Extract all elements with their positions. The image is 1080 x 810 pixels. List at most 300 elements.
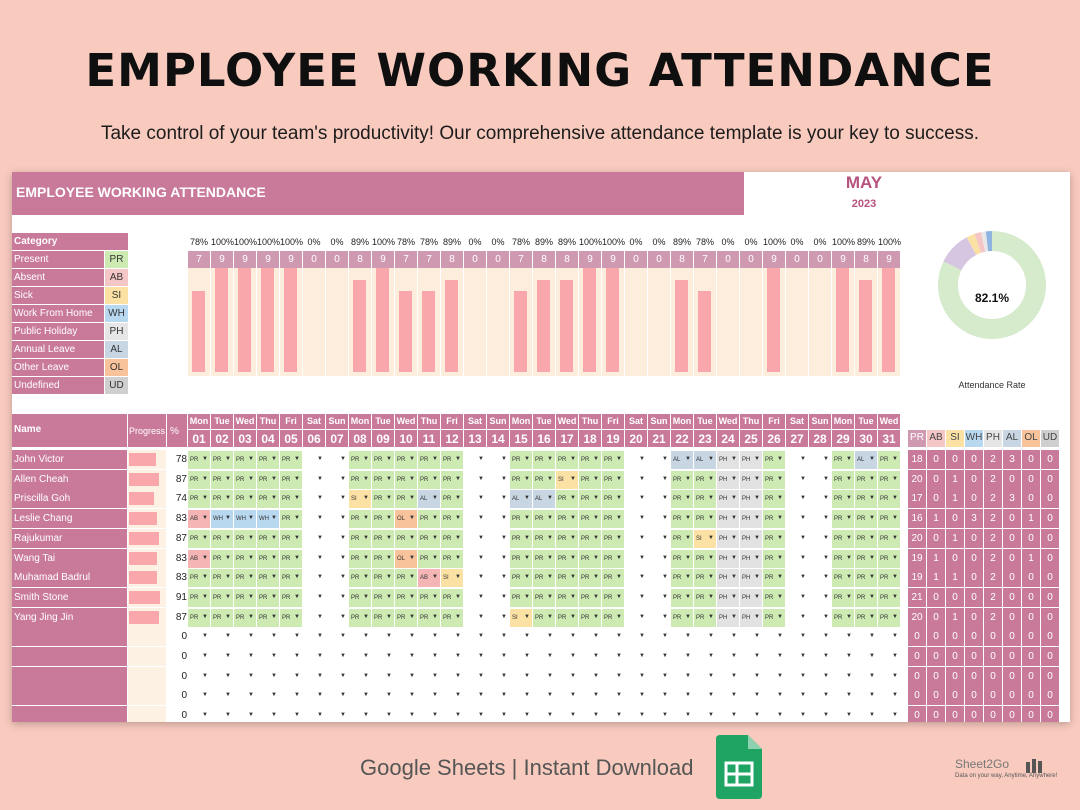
- attendance-cell[interactable]: [326, 609, 348, 627]
- dropdown-arrow-icon[interactable]: ▼: [800, 653, 806, 659]
- attendance-cell[interactable]: [464, 490, 486, 508]
- dropdown-arrow-icon[interactable]: ▼: [616, 515, 622, 522]
- dropdown-arrow-icon[interactable]: ▼: [892, 712, 898, 719]
- attendance-cell[interactable]: PR ▼: [832, 490, 854, 508]
- attendance-cell[interactable]: PR ▼: [510, 569, 532, 587]
- attendance-cell[interactable]: [234, 628, 256, 646]
- attendance-cell[interactable]: PR ▼: [234, 589, 256, 607]
- dropdown-arrow-icon[interactable]: ▼: [386, 712, 392, 719]
- attendance-cell[interactable]: [717, 668, 739, 686]
- dropdown-arrow-icon[interactable]: ▼: [455, 633, 461, 640]
- attendance-cell[interactable]: PH ▼: [740, 471, 762, 489]
- dropdown-arrow-icon[interactable]: ▼: [869, 692, 875, 699]
- attendance-cell[interactable]: [809, 589, 831, 607]
- dropdown-arrow-icon[interactable]: ▼: [478, 633, 484, 640]
- attendance-cell[interactable]: [625, 530, 647, 548]
- dropdown-arrow-icon[interactable]: ▼: [570, 593, 576, 600]
- attendance-cell[interactable]: PR ▼: [510, 589, 532, 607]
- attendance-cell[interactable]: PR ▼: [372, 451, 394, 469]
- dropdown-arrow-icon[interactable]: ▼: [478, 672, 484, 679]
- attendance-cell[interactable]: [510, 687, 532, 705]
- attendance-cell[interactable]: AL ▼: [671, 451, 693, 469]
- attendance-cell[interactable]: [280, 687, 302, 705]
- dropdown-arrow-icon[interactable]: ▼: [869, 475, 875, 482]
- dropdown-arrow-icon[interactable]: ▼: [524, 574, 530, 581]
- dropdown-arrow-icon[interactable]: ▼: [478, 712, 484, 719]
- attendance-cell[interactable]: PR ▼: [257, 609, 279, 627]
- dropdown-arrow-icon[interactable]: ▼: [455, 515, 461, 522]
- attendance-cell[interactable]: [648, 707, 670, 722]
- attendance-cell[interactable]: PH ▼: [740, 550, 762, 568]
- attendance-cell[interactable]: [625, 569, 647, 587]
- dropdown-arrow-icon[interactable]: ▼: [708, 633, 714, 640]
- attendance-cell[interactable]: PR ▼: [602, 550, 624, 568]
- attendance-cell[interactable]: [556, 628, 578, 646]
- attendance-cell[interactable]: [418, 668, 440, 686]
- dropdown-arrow-icon[interactable]: ▼: [570, 515, 576, 522]
- attendance-cell[interactable]: SI ▼: [441, 569, 463, 587]
- attendance-cell[interactable]: PR ▼: [602, 609, 624, 627]
- dropdown-arrow-icon[interactable]: ▼: [294, 534, 300, 541]
- dropdown-arrow-icon[interactable]: ▼: [271, 554, 277, 561]
- attendance-cell[interactable]: [671, 628, 693, 646]
- dropdown-arrow-icon[interactable]: ▼: [432, 515, 438, 522]
- attendance-cell[interactable]: PR ▼: [602, 490, 624, 508]
- attendance-cell[interactable]: [717, 687, 739, 705]
- dropdown-arrow-icon[interactable]: ▼: [708, 613, 714, 620]
- dropdown-arrow-icon[interactable]: ▼: [202, 672, 208, 679]
- attendance-cell[interactable]: PR ▼: [855, 609, 877, 627]
- dropdown-arrow-icon[interactable]: ▼: [593, 495, 599, 502]
- dropdown-arrow-icon[interactable]: ▼: [754, 515, 760, 522]
- attendance-cell[interactable]: PR ▼: [556, 589, 578, 607]
- dropdown-arrow-icon[interactable]: ▼: [685, 672, 691, 679]
- dropdown-arrow-icon[interactable]: ▼: [455, 495, 461, 502]
- attendance-cell[interactable]: [464, 707, 486, 722]
- dropdown-arrow-icon[interactable]: ▼: [225, 495, 231, 502]
- attendance-cell[interactable]: PR ▼: [855, 510, 877, 528]
- dropdown-arrow-icon[interactable]: ▼: [363, 653, 369, 659]
- dropdown-arrow-icon[interactable]: ▼: [455, 456, 461, 462]
- attendance-cell[interactable]: [349, 687, 371, 705]
- attendance-cell[interactable]: PR ▼: [280, 609, 302, 627]
- dropdown-arrow-icon[interactable]: ▼: [616, 712, 622, 719]
- attendance-cell[interactable]: [487, 687, 509, 705]
- attendance-cell[interactable]: PR ▼: [280, 569, 302, 587]
- dropdown-arrow-icon[interactable]: ▼: [823, 653, 829, 659]
- attendance-cell[interactable]: PR ▼: [556, 609, 578, 627]
- attendance-cell[interactable]: PR ▼: [878, 550, 900, 568]
- dropdown-arrow-icon[interactable]: ▼: [271, 712, 277, 719]
- dropdown-arrow-icon[interactable]: ▼: [639, 456, 645, 462]
- attendance-cell[interactable]: PH ▼: [717, 589, 739, 607]
- attendance-cell[interactable]: [303, 687, 325, 705]
- attendance-cell[interactable]: [464, 451, 486, 469]
- attendance-cell[interactable]: PR ▼: [602, 510, 624, 528]
- attendance-cell[interactable]: [211, 687, 233, 705]
- dropdown-arrow-icon[interactable]: ▼: [340, 574, 346, 581]
- dropdown-arrow-icon[interactable]: ▼: [593, 554, 599, 561]
- dropdown-arrow-icon[interactable]: ▼: [570, 712, 576, 719]
- attendance-cell[interactable]: [625, 589, 647, 607]
- dropdown-arrow-icon[interactable]: ▼: [363, 574, 369, 581]
- attendance-cell[interactable]: [694, 648, 716, 666]
- dropdown-arrow-icon[interactable]: ▼: [202, 633, 208, 640]
- attendance-cell[interactable]: [809, 668, 831, 686]
- attendance-cell[interactable]: PR ▼: [878, 609, 900, 627]
- attendance-cell[interactable]: [786, 687, 808, 705]
- dropdown-arrow-icon[interactable]: ▼: [248, 495, 254, 502]
- dropdown-arrow-icon[interactable]: ▼: [639, 574, 645, 581]
- attendance-cell[interactable]: [648, 490, 670, 508]
- attendance-cell[interactable]: [441, 628, 463, 646]
- attendance-cell[interactable]: [556, 707, 578, 722]
- dropdown-arrow-icon[interactable]: ▼: [363, 554, 369, 561]
- attendance-cell[interactable]: PR ▼: [763, 609, 785, 627]
- dropdown-arrow-icon[interactable]: ▼: [823, 593, 829, 600]
- attendance-cell[interactable]: PR ▼: [602, 530, 624, 548]
- attendance-cell[interactable]: PR ▼: [763, 530, 785, 548]
- dropdown-arrow-icon[interactable]: ▼: [202, 495, 208, 502]
- attendance-cell[interactable]: [395, 687, 417, 705]
- dropdown-arrow-icon[interactable]: ▼: [616, 672, 622, 679]
- dropdown-arrow-icon[interactable]: ▼: [685, 692, 691, 699]
- dropdown-arrow-icon[interactable]: ▼: [409, 712, 415, 719]
- dropdown-arrow-icon[interactable]: ▼: [892, 534, 898, 541]
- dropdown-arrow-icon[interactable]: ▼: [432, 653, 438, 659]
- dropdown-arrow-icon[interactable]: ▼: [363, 534, 369, 541]
- dropdown-arrow-icon[interactable]: ▼: [639, 593, 645, 600]
- dropdown-arrow-icon[interactable]: ▼: [409, 574, 415, 581]
- attendance-cell[interactable]: PR ▼: [510, 530, 532, 548]
- attendance-cell[interactable]: PH ▼: [717, 550, 739, 568]
- attendance-cell[interactable]: [648, 609, 670, 627]
- attendance-cell[interactable]: PR ▼: [671, 530, 693, 548]
- attendance-cell[interactable]: [648, 569, 670, 587]
- dropdown-arrow-icon[interactable]: ▼: [386, 456, 392, 462]
- attendance-cell[interactable]: AL ▼: [694, 451, 716, 469]
- dropdown-arrow-icon[interactable]: ▼: [317, 456, 323, 462]
- dropdown-arrow-icon[interactable]: ▼: [708, 534, 714, 541]
- dropdown-arrow-icon[interactable]: ▼: [639, 692, 645, 699]
- dropdown-arrow-icon[interactable]: ▼: [340, 515, 346, 522]
- attendance-cell[interactable]: PH ▼: [717, 609, 739, 627]
- dropdown-arrow-icon[interactable]: ▼: [363, 692, 369, 699]
- dropdown-arrow-icon[interactable]: ▼: [524, 475, 530, 482]
- attendance-cell[interactable]: [303, 668, 325, 686]
- dropdown-arrow-icon[interactable]: ▼: [340, 613, 346, 620]
- attendance-cell[interactable]: PR ▼: [188, 490, 210, 508]
- attendance-cell[interactable]: OL ▼: [395, 510, 417, 528]
- dropdown-arrow-icon[interactable]: ▼: [869, 495, 875, 502]
- dropdown-arrow-icon[interactable]: ▼: [317, 692, 323, 699]
- dropdown-arrow-icon[interactable]: ▼: [524, 712, 530, 719]
- dropdown-arrow-icon[interactable]: ▼: [340, 475, 346, 482]
- dropdown-arrow-icon[interactable]: ▼: [271, 515, 277, 522]
- dropdown-arrow-icon[interactable]: ▼: [409, 495, 415, 502]
- attendance-cell[interactable]: [464, 609, 486, 627]
- dropdown-arrow-icon[interactable]: ▼: [248, 712, 254, 719]
- dropdown-arrow-icon[interactable]: ▼: [547, 574, 553, 581]
- dropdown-arrow-icon[interactable]: ▼: [892, 672, 898, 679]
- dropdown-arrow-icon[interactable]: ▼: [294, 692, 300, 699]
- attendance-cell[interactable]: [602, 687, 624, 705]
- attendance-cell[interactable]: PR ▼: [441, 589, 463, 607]
- dropdown-arrow-icon[interactable]: ▼: [225, 593, 231, 600]
- dropdown-arrow-icon[interactable]: ▼: [616, 633, 622, 640]
- dropdown-arrow-icon[interactable]: ▼: [639, 653, 645, 659]
- attendance-cell[interactable]: AL ▼: [510, 490, 532, 508]
- attendance-cell[interactable]: [740, 648, 762, 666]
- attendance-cell[interactable]: [832, 648, 854, 666]
- dropdown-arrow-icon[interactable]: ▼: [662, 456, 668, 462]
- attendance-cell[interactable]: [326, 687, 348, 705]
- dropdown-arrow-icon[interactable]: ▼: [892, 633, 898, 640]
- dropdown-arrow-icon[interactable]: ▼: [777, 593, 783, 600]
- dropdown-arrow-icon[interactable]: ▼: [271, 613, 277, 620]
- dropdown-arrow-icon[interactable]: ▼: [685, 456, 691, 462]
- attendance-cell[interactable]: [740, 668, 762, 686]
- dropdown-arrow-icon[interactable]: ▼: [869, 554, 875, 561]
- dropdown-arrow-icon[interactable]: ▼: [846, 712, 852, 719]
- dropdown-arrow-icon[interactable]: ▼: [869, 456, 875, 462]
- attendance-cell[interactable]: [487, 510, 509, 528]
- dropdown-arrow-icon[interactable]: ▼: [524, 495, 530, 502]
- dropdown-arrow-icon[interactable]: ▼: [593, 633, 599, 640]
- dropdown-arrow-icon[interactable]: ▼: [731, 672, 737, 679]
- attendance-cell[interactable]: [372, 707, 394, 722]
- dropdown-arrow-icon[interactable]: ▼: [409, 633, 415, 640]
- dropdown-arrow-icon[interactable]: ▼: [616, 456, 622, 462]
- attendance-cell[interactable]: [372, 648, 394, 666]
- attendance-cell[interactable]: [349, 707, 371, 722]
- attendance-cell[interactable]: PR ▼: [832, 510, 854, 528]
- dropdown-arrow-icon[interactable]: ▼: [754, 593, 760, 600]
- dropdown-arrow-icon[interactable]: ▼: [823, 554, 829, 561]
- attendance-cell[interactable]: PR ▼: [441, 451, 463, 469]
- dropdown-arrow-icon[interactable]: ▼: [271, 593, 277, 600]
- dropdown-arrow-icon[interactable]: ▼: [524, 456, 530, 462]
- dropdown-arrow-icon[interactable]: ▼: [869, 712, 875, 719]
- dropdown-arrow-icon[interactable]: ▼: [363, 495, 369, 502]
- dropdown-arrow-icon[interactable]: ▼: [823, 456, 829, 462]
- attendance-cell[interactable]: [303, 569, 325, 587]
- dropdown-arrow-icon[interactable]: ▼: [317, 554, 323, 561]
- dropdown-arrow-icon[interactable]: ▼: [800, 692, 806, 699]
- dropdown-arrow-icon[interactable]: ▼: [478, 495, 484, 502]
- attendance-cell[interactable]: [602, 628, 624, 646]
- attendance-cell[interactable]: [257, 628, 279, 646]
- attendance-cell[interactable]: [487, 628, 509, 646]
- dropdown-arrow-icon[interactable]: ▼: [248, 593, 254, 600]
- dropdown-arrow-icon[interactable]: ▼: [616, 534, 622, 541]
- dropdown-arrow-icon[interactable]: ▼: [754, 574, 760, 581]
- dropdown-arrow-icon[interactable]: ▼: [777, 574, 783, 581]
- attendance-cell[interactable]: [832, 707, 854, 722]
- attendance-cell[interactable]: [326, 490, 348, 508]
- dropdown-arrow-icon[interactable]: ▼: [547, 593, 553, 600]
- dropdown-arrow-icon[interactable]: ▼: [524, 613, 530, 620]
- attendance-cell[interactable]: [786, 707, 808, 722]
- dropdown-arrow-icon[interactable]: ▼: [662, 593, 668, 600]
- dropdown-arrow-icon[interactable]: ▼: [685, 712, 691, 719]
- dropdown-arrow-icon[interactable]: ▼: [409, 672, 415, 679]
- dropdown-arrow-icon[interactable]: ▼: [225, 712, 231, 719]
- dropdown-arrow-icon[interactable]: ▼: [800, 574, 806, 581]
- attendance-cell[interactable]: PR ▼: [372, 490, 394, 508]
- dropdown-arrow-icon[interactable]: ▼: [225, 515, 231, 522]
- dropdown-arrow-icon[interactable]: ▼: [570, 456, 576, 462]
- attendance-cell[interactable]: [487, 471, 509, 489]
- attendance-cell[interactable]: [303, 510, 325, 528]
- attendance-cell[interactable]: [786, 648, 808, 666]
- dropdown-arrow-icon[interactable]: ▼: [340, 672, 346, 679]
- dropdown-arrow-icon[interactable]: ▼: [685, 515, 691, 522]
- dropdown-arrow-icon[interactable]: ▼: [731, 495, 737, 502]
- dropdown-arrow-icon[interactable]: ▼: [202, 593, 208, 600]
- attendance-cell[interactable]: [809, 471, 831, 489]
- attendance-cell[interactable]: AB ▼: [188, 510, 210, 528]
- dropdown-arrow-icon[interactable]: ▼: [662, 712, 668, 719]
- dropdown-arrow-icon[interactable]: ▼: [386, 554, 392, 561]
- dropdown-arrow-icon[interactable]: ▼: [570, 692, 576, 699]
- attendance-cell[interactable]: [625, 648, 647, 666]
- attendance-cell[interactable]: PR ▼: [556, 550, 578, 568]
- dropdown-arrow-icon[interactable]: ▼: [248, 613, 254, 620]
- dropdown-arrow-icon[interactable]: ▼: [432, 672, 438, 679]
- attendance-cell[interactable]: PH ▼: [717, 451, 739, 469]
- dropdown-arrow-icon[interactable]: ▼: [777, 672, 783, 679]
- dropdown-arrow-icon[interactable]: ▼: [501, 633, 507, 640]
- attendance-cell[interactable]: [786, 589, 808, 607]
- dropdown-arrow-icon[interactable]: ▼: [685, 613, 691, 620]
- attendance-cell[interactable]: [533, 707, 555, 722]
- dropdown-arrow-icon[interactable]: ▼: [340, 593, 346, 600]
- attendance-cell[interactable]: [786, 510, 808, 528]
- dropdown-arrow-icon[interactable]: ▼: [616, 574, 622, 581]
- dropdown-arrow-icon[interactable]: ▼: [570, 495, 576, 502]
- attendance-cell[interactable]: PR ▼: [349, 589, 371, 607]
- attendance-cell[interactable]: [625, 687, 647, 705]
- dropdown-arrow-icon[interactable]: ▼: [823, 633, 829, 640]
- dropdown-arrow-icon[interactable]: ▼: [708, 515, 714, 522]
- attendance-cell[interactable]: [809, 569, 831, 587]
- dropdown-arrow-icon[interactable]: ▼: [846, 574, 852, 581]
- attendance-cell[interactable]: [809, 628, 831, 646]
- dropdown-arrow-icon[interactable]: ▼: [271, 475, 277, 482]
- attendance-cell[interactable]: AL ▼: [418, 490, 440, 508]
- attendance-cell[interactable]: PR ▼: [579, 609, 601, 627]
- dropdown-arrow-icon[interactable]: ▼: [363, 633, 369, 640]
- attendance-cell[interactable]: [464, 648, 486, 666]
- attendance-cell[interactable]: PH ▼: [740, 510, 762, 528]
- attendance-cell[interactable]: PR ▼: [257, 550, 279, 568]
- attendance-cell[interactable]: [763, 687, 785, 705]
- dropdown-arrow-icon[interactable]: ▼: [777, 613, 783, 620]
- dropdown-arrow-icon[interactable]: ▼: [409, 515, 415, 522]
- attendance-cell[interactable]: [280, 628, 302, 646]
- dropdown-arrow-icon[interactable]: ▼: [455, 593, 461, 600]
- dropdown-arrow-icon[interactable]: ▼: [800, 593, 806, 600]
- attendance-cell[interactable]: [855, 707, 877, 722]
- dropdown-arrow-icon[interactable]: ▼: [432, 613, 438, 620]
- dropdown-arrow-icon[interactable]: ▼: [202, 712, 208, 719]
- attendance-cell[interactable]: [441, 707, 463, 722]
- dropdown-arrow-icon[interactable]: ▼: [731, 692, 737, 699]
- attendance-cell[interactable]: WH ▼: [211, 510, 233, 528]
- dropdown-arrow-icon[interactable]: ▼: [892, 554, 898, 561]
- attendance-cell[interactable]: PR ▼: [234, 530, 256, 548]
- attendance-cell[interactable]: [602, 707, 624, 722]
- dropdown-arrow-icon[interactable]: ▼: [294, 633, 300, 640]
- dropdown-arrow-icon[interactable]: ▼: [409, 554, 415, 561]
- dropdown-arrow-icon[interactable]: ▼: [478, 653, 484, 659]
- dropdown-arrow-icon[interactable]: ▼: [731, 574, 737, 581]
- attendance-cell[interactable]: PR ▼: [349, 510, 371, 528]
- dropdown-arrow-icon[interactable]: ▼: [754, 692, 760, 699]
- attendance-cell[interactable]: [441, 668, 463, 686]
- dropdown-arrow-icon[interactable]: ▼: [202, 692, 208, 699]
- attendance-cell[interactable]: [533, 648, 555, 666]
- dropdown-arrow-icon[interactable]: ▼: [455, 712, 461, 719]
- attendance-cell[interactable]: PR ▼: [878, 589, 900, 607]
- dropdown-arrow-icon[interactable]: ▼: [294, 613, 300, 620]
- attendance-cell[interactable]: AB ▼: [418, 569, 440, 587]
- dropdown-arrow-icon[interactable]: ▼: [708, 475, 714, 482]
- dropdown-arrow-icon[interactable]: ▼: [455, 475, 461, 482]
- attendance-cell[interactable]: [349, 668, 371, 686]
- dropdown-arrow-icon[interactable]: ▼: [432, 593, 438, 600]
- attendance-cell[interactable]: [188, 628, 210, 646]
- attendance-cell[interactable]: PR ▼: [878, 530, 900, 548]
- dropdown-arrow-icon[interactable]: ▼: [317, 534, 323, 541]
- dropdown-arrow-icon[interactable]: ▼: [271, 653, 277, 659]
- dropdown-arrow-icon[interactable]: ▼: [225, 672, 231, 679]
- dropdown-arrow-icon[interactable]: ▼: [708, 456, 714, 462]
- dropdown-arrow-icon[interactable]: ▼: [524, 653, 530, 659]
- dropdown-arrow-icon[interactable]: ▼: [800, 515, 806, 522]
- dropdown-arrow-icon[interactable]: ▼: [616, 495, 622, 502]
- attendance-cell[interactable]: PR ▼: [349, 530, 371, 548]
- attendance-cell[interactable]: PR ▼: [211, 471, 233, 489]
- attendance-cell[interactable]: [809, 451, 831, 469]
- attendance-cell[interactable]: PR ▼: [418, 589, 440, 607]
- dropdown-arrow-icon[interactable]: ▼: [570, 633, 576, 640]
- dropdown-arrow-icon[interactable]: ▼: [317, 672, 323, 679]
- dropdown-arrow-icon[interactable]: ▼: [869, 633, 875, 640]
- attendance-cell[interactable]: [211, 648, 233, 666]
- dropdown-arrow-icon[interactable]: ▼: [823, 613, 829, 620]
- dropdown-arrow-icon[interactable]: ▼: [593, 613, 599, 620]
- dropdown-arrow-icon[interactable]: ▼: [662, 515, 668, 522]
- dropdown-arrow-icon[interactable]: ▼: [754, 456, 760, 462]
- dropdown-arrow-icon[interactable]: ▼: [823, 495, 829, 502]
- attendance-cell[interactable]: PR ▼: [234, 471, 256, 489]
- attendance-cell[interactable]: PR ▼: [418, 510, 440, 528]
- dropdown-arrow-icon[interactable]: ▼: [869, 653, 875, 659]
- attendance-cell[interactable]: [464, 589, 486, 607]
- attendance-cell[interactable]: PR ▼: [418, 530, 440, 548]
- attendance-cell[interactable]: PR ▼: [418, 471, 440, 489]
- dropdown-arrow-icon[interactable]: ▼: [616, 593, 622, 600]
- attendance-cell[interactable]: PR ▼: [280, 510, 302, 528]
- dropdown-arrow-icon[interactable]: ▼: [478, 554, 484, 561]
- dropdown-arrow-icon[interactable]: ▼: [478, 534, 484, 541]
- dropdown-arrow-icon[interactable]: ▼: [432, 456, 438, 462]
- dropdown-arrow-icon[interactable]: ▼: [800, 475, 806, 482]
- dropdown-arrow-icon[interactable]: ▼: [271, 574, 277, 581]
- attendance-cell[interactable]: PR ▼: [372, 589, 394, 607]
